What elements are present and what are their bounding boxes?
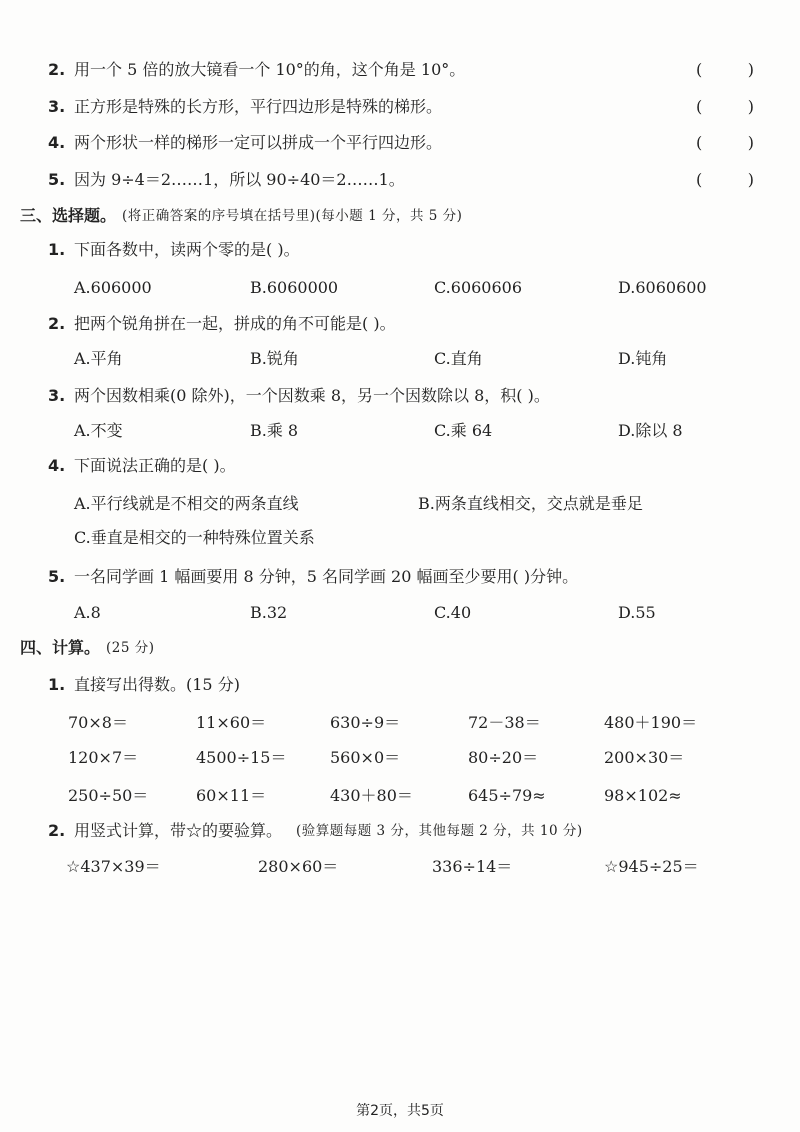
item-title: 直接写出得数。 [74, 675, 187, 694]
item-title: 用竖式计算，带☆的要验算。 [74, 821, 283, 840]
vertical-calc-problem[interactable]: ☆437×39＝ [66, 857, 161, 876]
item-note: (验算题每题 3 分，其他每题 2 分，共 10 分) [296, 823, 583, 839]
item-number: 4. [48, 133, 66, 152]
answer-parens[interactable]: ( ) [696, 60, 754, 79]
calc-problem[interactable]: 430＋80＝ [330, 786, 413, 805]
option-d[interactable]: D.钝角 [618, 349, 668, 368]
calc-problem[interactable]: 560×0＝ [330, 748, 401, 767]
vertical-calc-problem[interactable]: ☆945÷25＝ [604, 857, 699, 876]
item-stem: 一名同学画 1 幅画要用 8 分钟，5 名同学画 20 幅画至少要用( )分钟。 [74, 567, 579, 586]
calc-problem[interactable]: 11×60＝ [196, 713, 267, 732]
section-note: (将正确答案的序号填在括号里)(每小题 1 分，共 5 分) [122, 208, 463, 224]
calc-problem[interactable]: 250÷50＝ [68, 786, 149, 805]
item-stem: 下面各数中，读两个零的是( )。 [74, 240, 300, 259]
item-stem: 下面说法正确的是( )。 [74, 456, 236, 475]
calc-problem[interactable]: 80÷20＝ [468, 748, 539, 767]
option-c[interactable]: C.直角 [434, 349, 483, 368]
option-b[interactable]: B.锐角 [250, 349, 299, 368]
option-d[interactable]: D.除以 8 [618, 421, 683, 440]
option-a[interactable]: A.不变 [74, 421, 123, 440]
item-number: 1. [48, 240, 66, 259]
option-a[interactable]: A.8 [74, 603, 101, 622]
item-number: 4. [48, 456, 66, 475]
calc-problem[interactable]: 4500÷15＝ [196, 748, 287, 767]
section-title: 四、计算。 [20, 638, 101, 657]
option-b[interactable]: B.乘 8 [250, 421, 299, 440]
item-note: (15 分) [186, 675, 240, 694]
item-text: 两个形状一样的梯形一定可以拼成一个平行四边形。 [74, 133, 443, 152]
item-number: 2. [48, 60, 66, 79]
calc-problem[interactable]: 645÷79≈ [468, 786, 546, 805]
item-stem: 把两个锐角拼在一起，拼成的角不可能是( )。 [74, 314, 396, 333]
item-number: 3. [48, 97, 66, 116]
answer-parens[interactable]: ( ) [696, 97, 754, 116]
option-a[interactable]: A.平角 [74, 349, 123, 368]
calc-problem[interactable]: 630÷9＝ [330, 713, 401, 732]
calc-problem[interactable]: 98×102≈ [604, 786, 682, 805]
item-number: 5. [48, 567, 66, 586]
item-number: 2. [48, 314, 66, 333]
calc-problem[interactable]: 70×8＝ [68, 713, 128, 732]
calc-problem[interactable]: 60×11＝ [196, 786, 267, 805]
option-c[interactable]: C.垂直是相交的一种特殊位置关系 [74, 528, 315, 547]
option-a[interactable]: A.平行线就是不相交的两条直线 [74, 494, 299, 513]
section-note: (25 分) [106, 640, 155, 656]
option-b[interactable]: B.6060000 [250, 278, 339, 297]
option-d[interactable]: D.6060600 [618, 278, 707, 297]
item-stem: 两个因数相乘(0 除外)，一个因数乘 8，另一个因数除以 8，积( )。 [74, 386, 550, 405]
section-title: 三、选择题。 [20, 206, 117, 225]
answer-parens[interactable]: ( ) [696, 133, 754, 152]
vertical-calc-problem[interactable]: 336÷14＝ [432, 857, 513, 876]
option-d[interactable]: D.55 [618, 603, 656, 622]
answer-parens[interactable]: ( ) [696, 170, 754, 189]
calc-problem[interactable]: 480＋190＝ [604, 713, 698, 732]
item-text: 用一个 5 倍的放大镜看一个 10°的角，这个角是 10°。 [74, 60, 466, 79]
item-number: 1. [48, 675, 66, 694]
option-c[interactable]: C.40 [434, 603, 472, 622]
option-a[interactable]: A.606000 [74, 278, 152, 297]
item-text: 正方形是特殊的长方形，平行四边形是特殊的梯形。 [74, 97, 443, 116]
item-text: 因为 9÷4＝2……1，所以 90÷40＝2……1。 [74, 170, 405, 189]
calc-problem[interactable]: 120×7＝ [68, 748, 139, 767]
option-b[interactable]: B.32 [250, 603, 288, 622]
calc-problem[interactable]: 72－38＝ [468, 713, 541, 732]
item-number: 3. [48, 386, 66, 405]
option-c[interactable]: C.乘 64 [434, 421, 493, 440]
page-footer: 第2页，共5页 [356, 1103, 444, 1119]
vertical-calc-problem[interactable]: 280×60＝ [258, 857, 339, 876]
item-number: 2. [48, 821, 66, 840]
option-c[interactable]: C.6060606 [434, 278, 523, 297]
option-b[interactable]: B.两条直线相交，交点就是垂足 [418, 494, 643, 513]
item-number: 5. [48, 170, 66, 189]
calc-problem[interactable]: 200×30＝ [604, 748, 685, 767]
